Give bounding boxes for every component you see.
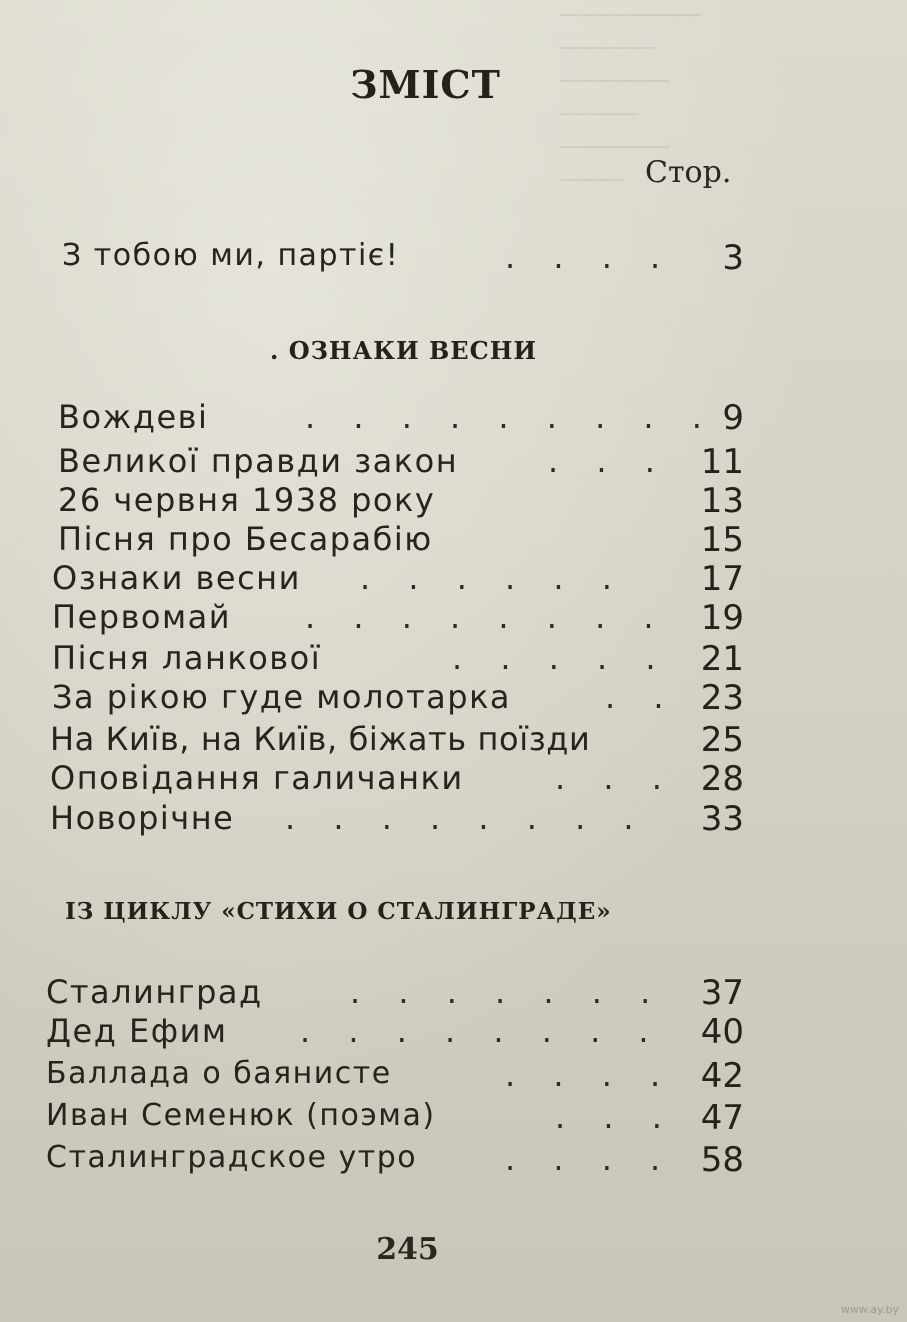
toc-entry-title: Великої правди закон [58,442,459,480]
toc-entry-page: 40 [700,1012,744,1052]
toc-entry-title: Дед Ефим [46,1012,228,1050]
toc-entry-page: 17 [700,559,744,599]
toc-entry [0,598,907,638]
toc-entry-title: Вождеві [58,398,209,436]
toc-entry [0,1012,907,1052]
toc-entry [0,481,907,521]
toc-entry [0,1140,907,1180]
toc-entry-intro [0,238,907,278]
toc-entry-page: 21 [700,639,744,679]
toc-entry [0,759,907,799]
toc-entry-leader: . . . . . [452,639,670,677]
toc-entry-leader: . . . . . . . . [300,1012,663,1050]
toc-entry-title: 26 червня 1938 року [58,481,436,519]
toc-entry-title: Первомай [52,598,232,636]
toc-entry-leader: . . . . . . . . [305,598,668,636]
toc-entry [0,1056,907,1096]
page-column-label: Стор. [645,155,732,190]
toc-entry-title: Оповідання галичанки [50,759,464,797]
toc-entry-page: 28 [700,759,744,799]
toc-entry-page: 42 [700,1056,744,1096]
section-heading: . ОЗНАКИ ВЕСНИ [270,336,538,365]
toc-entry [0,442,907,482]
toc-entry-title: Сталинградское утро [46,1140,418,1175]
toc-entry-title: Баллада о баянисте [46,1056,392,1091]
toc-entry-leader: . . [605,678,678,716]
toc-entry-leader: . . . . . . [360,559,626,597]
toc-entry-title: З тобою ми, партіє! [62,238,400,273]
show-through-texture: ───────── ────── ─────── ───── ─────── ──── [560,1,701,196]
section-heading: ІЗ ЦИКЛУ «СТИХИ О СТАЛИНГРАДЕ» [65,898,612,925]
toc-entry-title: Новорічне [50,799,235,837]
toc-entry-page: 13 [700,481,744,521]
toc-entry-page: 25 [700,720,744,760]
toc-entry [0,720,907,760]
toc-entry-page: 58 [700,1140,744,1180]
toc-entry-leader: . . . . [505,1140,675,1178]
toc-entry [0,1098,907,1138]
toc-entry-title: Пісня про Бесарабію [58,520,433,558]
toc-entry-title: За рікою гуде молотарка [52,678,511,716]
toc-entry-leader: . . . . . . . [350,973,665,1011]
toc-entry-page: 47 [700,1098,744,1138]
toc-entry-page: 3 [722,238,744,278]
contents-title: ЗМІСТ [350,62,501,107]
page-number: 245 [376,1232,439,1267]
toc-entry-page: 19 [700,598,744,638]
toc-entry-title: На Київ, на Київ, біжать поїзди [50,720,591,758]
toc-entry-leader: . . . . . . . . . [305,398,716,436]
toc-entry-page: 11 [700,442,744,482]
toc-entry-leader: . . . [555,1098,676,1136]
toc-entry-leader: . . . [555,759,676,797]
toc-entry-leader: . . . . [505,1056,675,1094]
toc-entry-page: 33 [700,799,744,839]
watermark-text: www.ay.by [840,1303,899,1316]
toc-entry-page: 9 [722,398,744,438]
toc-entry [0,520,907,560]
toc-entry-title: Пісня ланкової [52,639,322,677]
toc-entry-title: Иван Семенюк (поэма) [46,1098,436,1133]
toc-entry-leader: . . . . . . . . [285,799,648,837]
toc-entry-title: Ознаки весни [52,559,301,597]
toc-entry [0,973,907,1013]
toc-entry [0,799,907,839]
toc-entry [0,678,907,718]
toc-entry-title: Сталинград [46,973,263,1011]
toc-entry-page: 23 [700,678,744,718]
toc-entry [0,398,907,438]
toc-entry-page: 15 [700,520,744,560]
toc-entry-page: 37 [700,973,744,1013]
toc-entry [0,559,907,599]
toc-entry-leader: . . . . [505,238,675,276]
toc-entry [0,639,907,679]
toc-entry-leader: . . . [548,442,669,480]
